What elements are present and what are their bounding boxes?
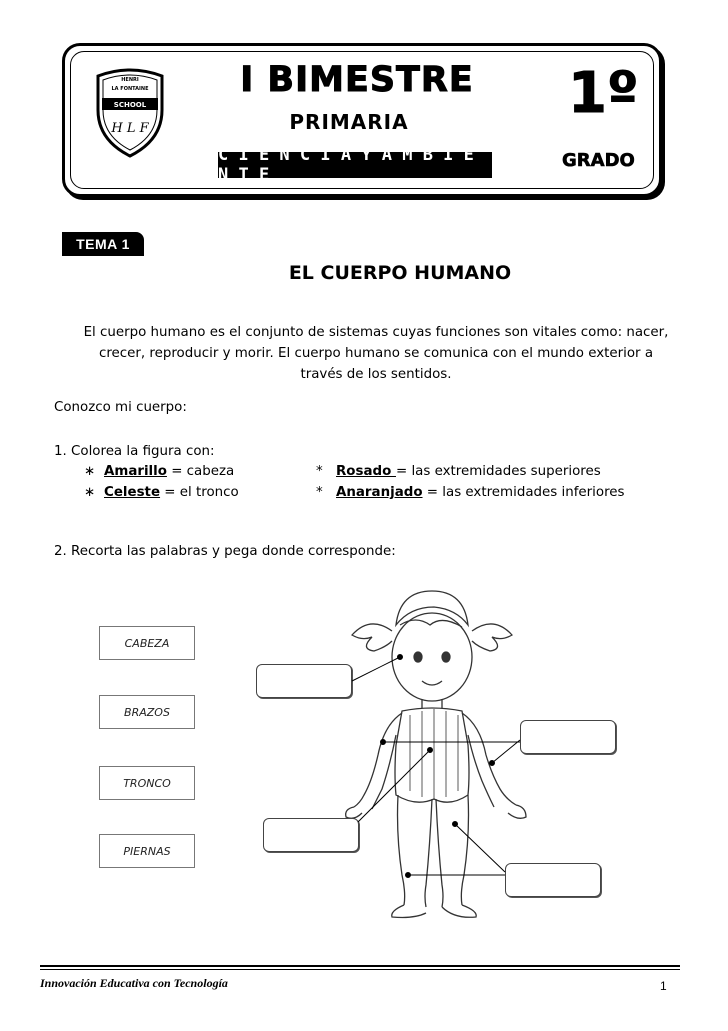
crest-monogram: H L F — [111, 121, 149, 136]
bullet-marker: ∗ — [84, 485, 96, 500]
answer-box-leg[interactable] — [505, 863, 601, 897]
level-title: PRIMARIA — [289, 110, 409, 134]
bimestre-title: I BIMESTRE — [240, 60, 474, 100]
word-card-piernas[interactable]: PIERNAS — [99, 834, 195, 868]
instruction-1: 1. Colorea la figura con: — [54, 444, 215, 459]
child-body-illustration — [330, 585, 530, 920]
crest-school-label: SCHOOL — [113, 101, 147, 109]
color-keyword: Celeste — [104, 485, 161, 500]
answer-box-trunk[interactable] — [263, 818, 359, 852]
footer-rule-thin — [40, 969, 680, 970]
instruction-2: 2. Recorta las palabras y pega donde corresponde: — [54, 544, 396, 559]
color-description: = cabeza — [166, 464, 235, 479]
color-description: = las extremidades inferiores — [422, 485, 625, 500]
page-title: EL CUERPO HUMANO — [288, 262, 512, 284]
footer-publisher: Innovación Educativa con Tecnología — [40, 976, 228, 990]
bullet-marker: * — [316, 485, 323, 500]
word-card-brazos[interactable]: BRAZOS — [99, 695, 195, 729]
color-item-amarillo — [84, 464, 234, 479]
color-description: = el tronco — [160, 485, 239, 500]
intro-paragraph: El cuerpo humano es el conjunto de sistemas cuyas funciones son vitales como: nacer, crecer, reproducir y morir. El cuerpo humano se comunica con el mundo exterior a través de los sentidos. — [83, 325, 669, 382]
color-item-anaranjado — [316, 485, 625, 500]
grade-label: GRADO — [562, 150, 635, 171]
word-card-tronco[interactable]: TRONCO — [99, 766, 195, 800]
color-item-rosado — [316, 464, 601, 479]
crest-name-line2: LA FONTAINE — [111, 86, 149, 92]
color-description: = las extremidades superiores — [395, 464, 601, 479]
page-number: 1 — [660, 979, 667, 993]
color-keyword: Rosado — [336, 464, 396, 479]
section-heading: Conozco mi cuerpo: — [54, 400, 187, 415]
subject-band: C I E N C I A Y A M B I E N T E — [218, 152, 492, 178]
color-item-celeste — [84, 485, 239, 500]
footer-rule — [40, 965, 680, 967]
answer-box-arm[interactable] — [520, 720, 616, 754]
bullet-marker: * — [316, 464, 323, 479]
color-keyword: Amarillo — [104, 464, 167, 479]
answer-box-head[interactable] — [256, 664, 352, 698]
grade-number: 1º — [568, 61, 639, 126]
color-keyword: Anaranjado — [336, 485, 423, 500]
crest-name-line1: HENRI — [121, 77, 139, 83]
bullet-marker: ∗ — [84, 464, 96, 479]
word-card-cabeza[interactable]: CABEZA — [99, 626, 195, 660]
school-crest-logo — [92, 66, 168, 158]
topic-badge: TEMA 1 — [62, 232, 144, 256]
